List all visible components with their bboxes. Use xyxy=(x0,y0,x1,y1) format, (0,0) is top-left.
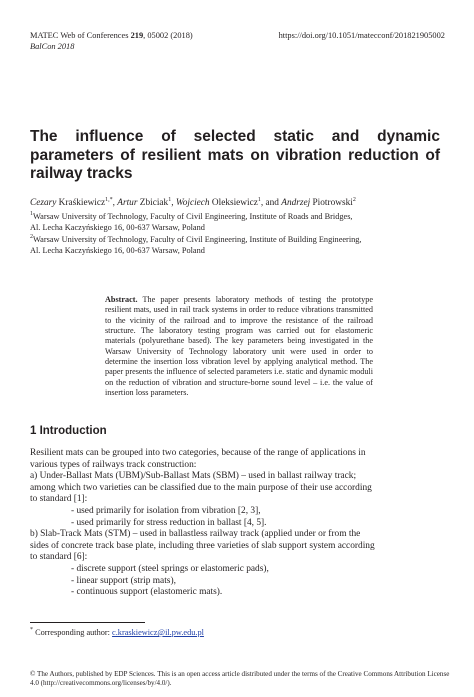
affiliation-1 xyxy=(30,212,353,233)
author-sup: 1,* xyxy=(105,196,113,203)
footnote-marker: * xyxy=(30,627,33,634)
affiliation-line: Warsaw University of Technology, Faculty of Civil Engineering, Institute of Building Engineering, xyxy=(33,235,362,244)
journal-header xyxy=(30,31,193,42)
paragraph-line: to standard [6]: xyxy=(30,552,88,563)
author-list xyxy=(30,198,356,209)
footnote-label: Corresponding author: xyxy=(33,628,113,637)
affiliation-line: Al. Lecha Kaczyńskiego 16, 00-637 Warsaw, Poland xyxy=(30,245,205,255)
paragraph-line: b) Slab-Track Mats (STM) – used in ballastless railway track (applied under or from the xyxy=(30,529,361,540)
author-sup: 1 xyxy=(168,196,172,203)
author-sup: 1 xyxy=(257,196,261,203)
abstract-label: Abstract. xyxy=(105,295,138,304)
corresponding-email-link[interactable]: c.kraskiewicz@il.pw.edu.pl xyxy=(112,628,204,637)
section-heading: 1 Introduction xyxy=(30,425,107,437)
author-first-name: Artur xyxy=(117,198,138,208)
author-last-name: Kraśkiewicz xyxy=(58,198,106,208)
author-last-name: Oleksiewicz xyxy=(211,198,258,208)
paper-title: The influence of selected static and dynamic parameters of resilient mats on vibration reduction of railway tracks xyxy=(30,128,440,182)
author-last-name: Zbiciak xyxy=(139,198,169,208)
author-last-name: Piotrowski xyxy=(312,198,353,208)
affiliation-sup: 1 xyxy=(30,211,33,218)
list-item: - used primarily for stress reduction in ballast [4, 5]. xyxy=(71,517,267,528)
paragraph-line: to standard [1]: xyxy=(30,494,88,505)
list-item: - discrete support (steel springs or elastomeric pads), xyxy=(71,563,269,574)
author-separator: , xyxy=(171,198,176,208)
author-first-name: Wojciech xyxy=(175,198,210,208)
copyright-notice: © The Authors, published by EDP Sciences. This is an open access article distributed under the terms of the Creative Commons Attribution License 4.0 (http://creativecommons.org/licenses/by/4.0/). xyxy=(30,670,450,687)
author-sup: 2 xyxy=(352,196,356,203)
doi-link[interactable]: https://doi.org/10.1051/matecconf/201821905002 xyxy=(278,31,445,40)
affiliation-sup: 2 xyxy=(30,234,33,241)
paragraph-line: a) Under-Ballast Mats (UBM)/Sub-Ballast Mats (SBM) – used in ballast railway track; xyxy=(30,471,357,482)
author-separator: , and xyxy=(260,198,282,208)
author-first-name: Andrzej xyxy=(281,198,311,208)
journal-name: MATEC Web of Conferences xyxy=(30,31,131,40)
abstract xyxy=(105,295,373,398)
paragraph-line: sides of concrete track base plate, including three varieties of slab support system according xyxy=(30,540,375,551)
footnote-divider xyxy=(30,622,145,623)
affiliation-2 xyxy=(30,235,362,256)
affiliation-line: Warsaw University of Technology, Faculty of Civil Engineering, Institute of Roads and Bridges, xyxy=(33,212,353,221)
paragraph-line: among which two varieties can be classified due to the main purpose of their use according xyxy=(30,482,372,493)
footnote xyxy=(30,628,204,638)
paragraph-line: various types of railways track construction: xyxy=(30,459,197,470)
conference-name: BalCon 2018 xyxy=(30,42,75,51)
journal-volume: 219 xyxy=(130,31,144,40)
abstract-text: The paper presents laboratory methods of testing the prototype resilient mats, used in rail track systems in order to reduce vibrations transmitted to the vicinity of the railroad and to improve the resistance of the railroad structure. The laboratory testing program was carried out for elastomeric materials (polyurethane based). The key parameters being investigated in the Warsaw University of Technology laboratory unit were used in order to determine the insertion loss vibration level by applying analytical method. The paper presents the influence of selected parameters i.e. static and dynamic moduli on the reduction of vibration and structure-borne sound level – i.e. the value of insertion loss parameters. xyxy=(105,295,373,398)
list-item: - used primarily for isolation from vibration [2, 3], xyxy=(71,505,261,516)
article-info: , 05002 (2018) xyxy=(143,31,193,40)
list-item: - linear support (strip mats), xyxy=(71,575,176,586)
list-item: - continuous support (elastomeric mats). xyxy=(71,587,223,598)
author-separator: , xyxy=(112,198,118,208)
author-first-name: Cezary xyxy=(30,198,57,208)
section-body xyxy=(30,448,444,599)
paragraph-line: Resilient mats can be grouped into two categories, because of the range of applications in xyxy=(30,448,366,458)
affiliation-line: Al. Lecha Kaczyńskiego 16, 00-637 Warsaw, Poland xyxy=(30,222,205,232)
